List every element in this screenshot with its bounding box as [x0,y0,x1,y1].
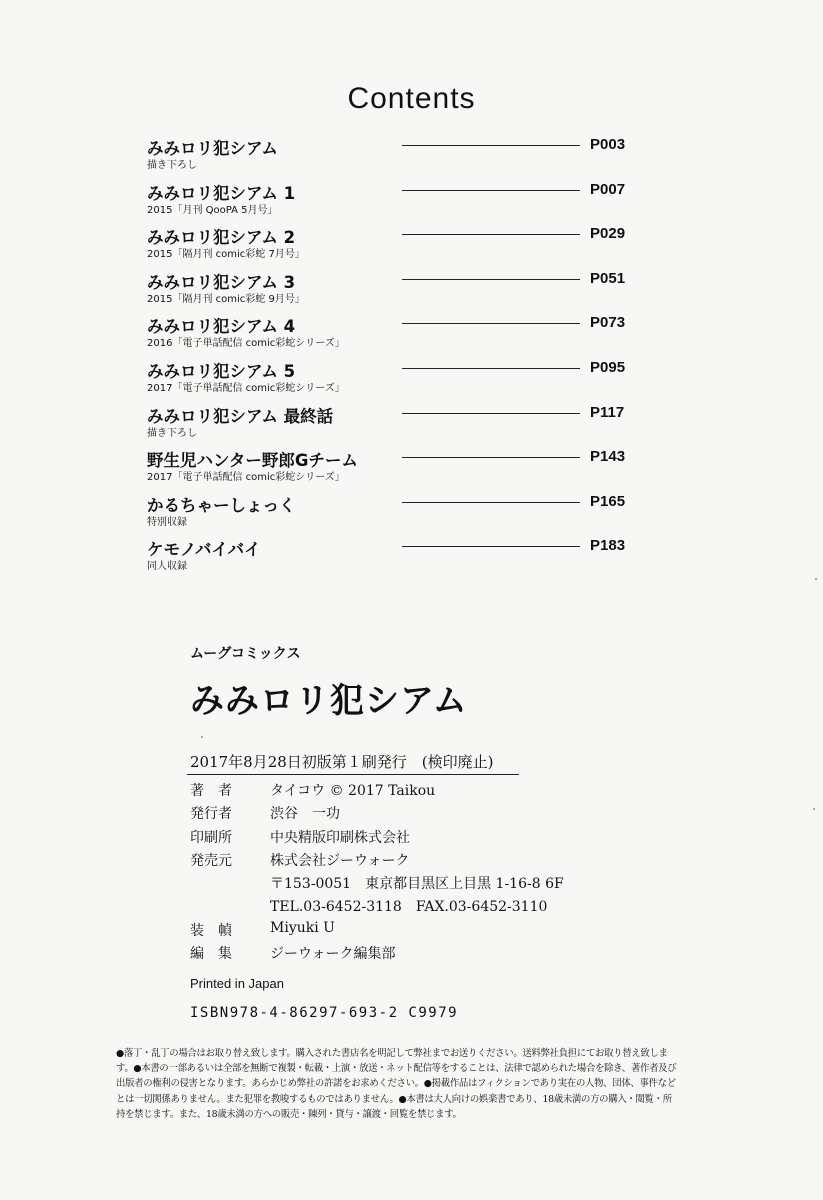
toc-entry [147,224,647,269]
imprint-label: ムーグコミックス [190,646,301,662]
toc-entry-page: P117 [590,403,625,421]
scan-speck [201,736,203,738]
toc-entry-title: みみロリ犯シアム 最終話 [147,406,334,426]
toc-leader-line [402,502,580,503]
toc-leader-line [402,145,580,146]
toc-entry-title: 野生児ハンター野郎Gチーム [147,451,358,471]
scan-speck [815,578,817,580]
toc-entry [147,358,647,403]
toc-entry [147,135,647,180]
imprint [190,643,710,1021]
notice-line: ●落丁・乱丁の場合はお取り替え致します。購入された書店名を明記して弊社までお送りください。送料弊社負担にてお取り替え致しま [116,1048,668,1059]
credit-value: 株式会社ジーウォーク [270,852,410,869]
toc-entry-title: みみロリ犯シアム 2 [147,228,296,248]
credit-label: 装 幀 [190,922,232,939]
legal-notice [116,1046,696,1122]
toc-entry [147,536,647,581]
phone-text: TEL.03-6452-3118 FAX.03-6452-3110 [270,899,548,916]
credit-label: 印刷所 [190,829,232,846]
toc-entry-source: 2017「電子単話配信 comic彩蛇シリーズ」 [147,472,345,484]
toc-leader-line [402,279,580,280]
credit-label: 発行者 [190,806,232,823]
credit-label: 著 者 [190,783,232,799]
credit-value: タイコウ © 2017 Taikou [270,783,436,799]
toc-entry-title: みみロリ犯シアム 5 [147,361,296,381]
toc-entry [147,313,647,358]
toc-entry-page: P007 [590,180,626,198]
toc-entry-source: 2017「電子単話配信 comic彩蛇シリーズ」 [147,382,345,394]
toc-entry-source: 描き下ろし [147,160,197,171]
toc-entry-title: ケモノバイバイ [147,540,261,560]
toc-entry-source: 2015「隔月刊 comic彩蛇 7月号」 [147,249,305,261]
toc-entry-page: P183 [590,537,626,555]
toc-leader-line [402,323,580,324]
toc-entry-page: P029 [590,225,626,243]
toc-entry-title: かるちゃーしょっく [147,495,296,515]
toc-entry-page: P073 [590,314,626,332]
credit-label: 編 集 [190,946,232,963]
toc-entry-title: みみロリ犯シアム 3 [147,272,296,292]
toc-entry-source: 特別収録 [147,516,187,528]
notice-line: とは一切関係ありません。また犯罪を教唆するものではありません。●本書は大人向けの娯楽書であり、18歳未満の方の購入・閲覧・所 [116,1093,672,1105]
toc-entry-title: みみロリ犯シアム [147,139,278,158]
toc-leader-line [402,368,580,369]
toc-entry-source: 2016「電子単話配信 comic彩蛇シリーズ」 [147,338,345,350]
toc-leader-line [402,190,580,191]
contents-heading: Contents [347,82,476,115]
release-date: 2017年8月28日初版第１刷発行 (検印廃止) [190,753,494,771]
toc-entry [147,492,647,537]
toc-entry-page: P003 [590,136,626,153]
notice-line: 出版者の権利の侵害となります。あらかじめ弊社の許諾をお求めください。●掲載作品はフィクションであり実在の人物、団体、事件など [116,1078,676,1090]
isbn: ISBN978-4-86297-693-2 C9979 [190,1005,459,1021]
toc-leader-line [402,457,580,458]
divider [187,774,519,775]
toc-leader-line [402,546,580,547]
toc-entry [147,180,647,225]
credit-label: 発売元 [190,852,232,869]
toc-entry-source: 描き下ろし [147,427,197,439]
notice-line: す。●本書の一部あるいは全部を無断で複製・転載・上演・放送・ネット配信等をすることは、法律で認められた場合を除き、著作者及び [116,1063,677,1075]
scan-speck [813,808,815,810]
toc-entry-source: 同人収録 [147,561,187,573]
toc-entry [147,403,647,448]
address-text: 〒153-0051 東京都目黒区上目黒 1-16-8 6F [270,876,564,893]
table-of-contents [147,135,647,581]
credit-value: Miyuki U [270,919,335,936]
credit-value: ジーウォーク編集部 [270,946,396,963]
notice-line: 持を禁じます。また、18歳未満の方への販売・陳列・貸与・譲渡・回覧を禁じます。 [116,1108,462,1120]
toc-leader-line [402,413,580,414]
toc-entry-page: P051 [590,269,626,287]
toc-entry [147,447,647,492]
toc-entry-source: 2015「月刊 QooPA 5月号」 [147,204,278,216]
toc-entry-title: みみロリ犯シアム 1 [147,183,296,203]
toc-entry-page: P165 [590,492,626,510]
book-title: みみロリ犯シアム [190,681,468,721]
printed-in: Printed in Japan [190,976,284,991]
credit-value: 中央精版印刷株式会社 [270,829,410,846]
toc-entry-page: P095 [590,358,626,376]
credit-value: 渋谷 一功 [270,806,340,823]
toc-entry-title: みみロリ犯シアム 4 [147,317,296,337]
toc-entry-source: 2015「隔月刊 comic彩蛇 9月号」 [147,293,305,305]
toc-leader-line [402,234,580,235]
toc-entry [147,269,647,314]
toc-entry-page: P143 [590,448,626,466]
